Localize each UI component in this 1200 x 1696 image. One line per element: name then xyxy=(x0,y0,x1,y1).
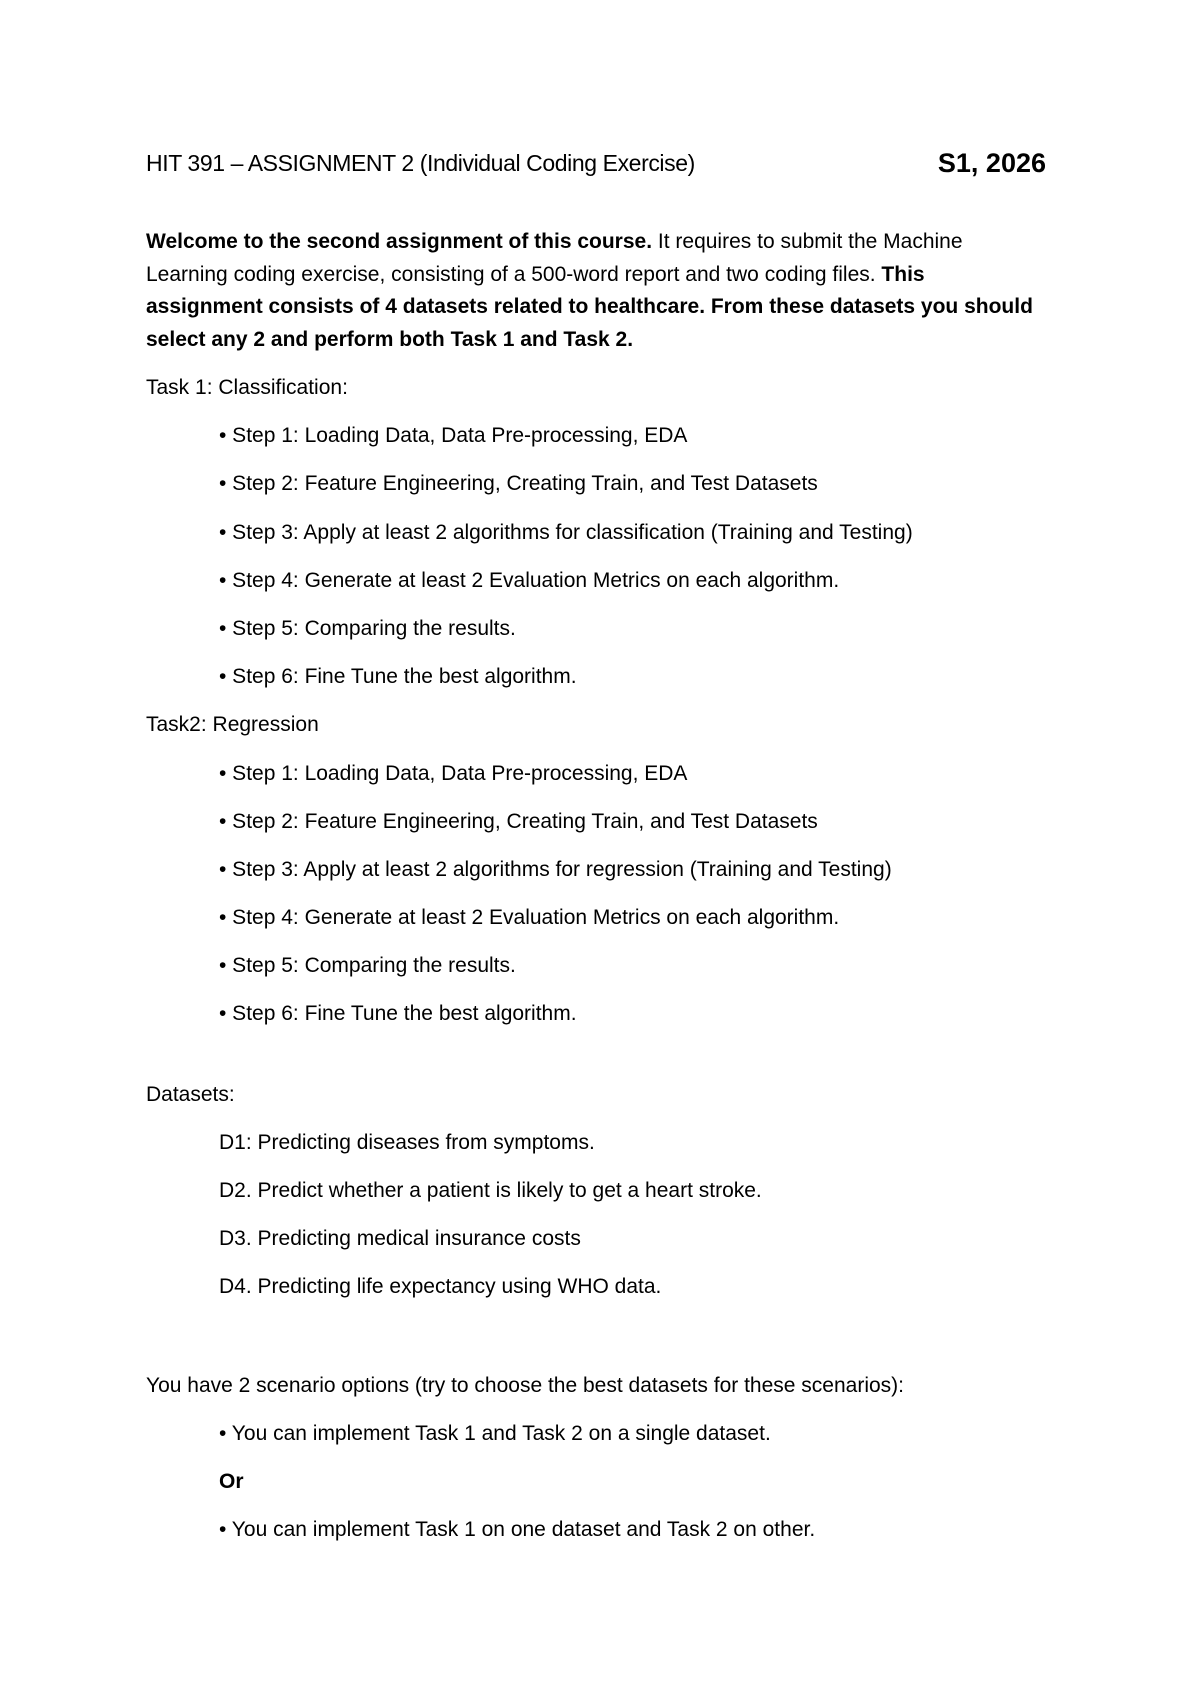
intro-datasets-note: This assignment consists of 4 datasets related to healthcare. From these datasets you should select any 2 and perform both Task 1 and Task 2. xyxy=(146,262,1033,351)
task2-heading: Task2: Regression xyxy=(146,713,319,736)
intro-requirements: It requires to submit the Machine Learning coding exercise, consisting of a 500-word report and two coding files. xyxy=(146,230,963,286)
task2-step: • Step 1: Loading Data, Data Pre-processing, EDA xyxy=(219,762,688,785)
datasets-heading: Datasets: xyxy=(146,1083,235,1106)
task2-step: • Step 5: Comparing the results. xyxy=(219,954,516,977)
scenarios-heading: You have 2 scenario options (try to choose the best datasets for these scenarios): xyxy=(146,1374,904,1397)
task2-step: • Step 2: Feature Engineering, Creating Train, and Test Datasets xyxy=(219,810,818,833)
scenario-option: • You can implement Task 1 on one dataset and Task 2 on other. xyxy=(219,1518,816,1541)
dataset-item: D1: Predicting diseases from symptoms. xyxy=(219,1131,595,1154)
task1-step: • Step 2: Feature Engineering, Creating Train, and Test Datasets xyxy=(219,472,818,495)
task2-step: • Step 4: Generate at least 2 Evaluation Metrics on each algorithm. xyxy=(219,906,840,929)
scenario-option: • You can implement Task 1 and Task 2 on a single dataset. xyxy=(219,1422,771,1445)
dataset-item: D3. Predicting medical insurance costs xyxy=(219,1227,581,1250)
task1-step: • Step 6: Fine Tune the best algorithm. xyxy=(219,665,577,688)
task1-step: • Step 4: Generate at least 2 Evaluation Metrics on each algorithm. xyxy=(219,569,840,592)
document-header xyxy=(146,150,1046,190)
dataset-item: D2. Predict whether a patient is likely to get a heart stroke. xyxy=(219,1179,762,1202)
dataset-item: D4. Predicting life expectancy using WHO data. xyxy=(219,1275,662,1298)
intro-welcome: Welcome to the second assignment of this course. xyxy=(146,230,653,253)
task2-step: • Step 6: Fine Tune the best algorithm. xyxy=(219,1002,577,1025)
task2-step: • Step 3: Apply at least 2 algorithms for regression (Training and Testing) xyxy=(219,858,892,881)
semester-label: S1, 2026 xyxy=(937,148,1046,178)
assignment-title: HIT 391 – ASSIGNMENT 2 (Individual Coding Exercise) xyxy=(146,150,695,176)
intro-paragraph xyxy=(146,226,1046,356)
task1-heading: Task 1: Classification: xyxy=(146,376,348,399)
task1-step: • Step 3: Apply at least 2 algorithms for classification (Training and Testing) xyxy=(219,521,913,544)
task1-step: • Step 5: Comparing the results. xyxy=(219,617,516,640)
task1-step: • Step 1: Loading Data, Data Pre-processing, EDA xyxy=(219,424,688,447)
scenario-or: Or xyxy=(219,1470,244,1493)
